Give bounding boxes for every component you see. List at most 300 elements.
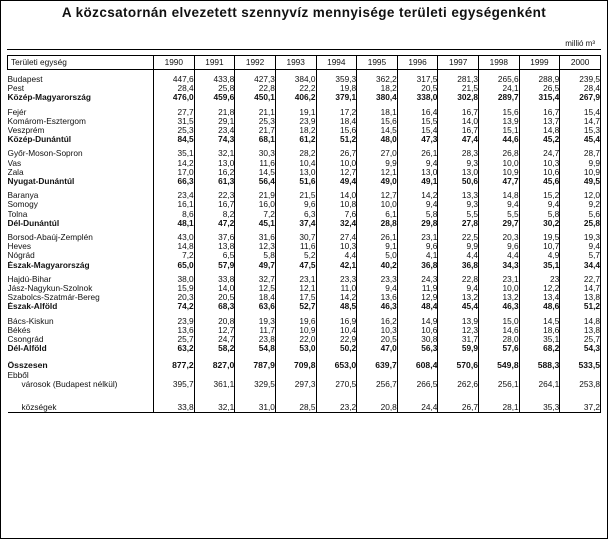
value-cell: 6,3 [275, 210, 316, 219]
value-cell: 74,3 [194, 135, 235, 144]
value-cell: 14,9 [397, 317, 438, 326]
value-cell: 12,3 [235, 242, 276, 251]
value-cell: 6,5 [194, 251, 235, 260]
value-cell: 84,5 [154, 135, 195, 144]
value-cell: 16,7 [438, 108, 479, 117]
value-cell: 11,0 [316, 284, 357, 293]
value-cell: 22,2 [275, 84, 316, 93]
value-cell: 9,9 [438, 242, 479, 251]
value-cell: 20,5 [357, 335, 398, 344]
value-cell: 32,1 [194, 403, 235, 413]
value-cell: 7,2 [154, 251, 195, 260]
value-cell: 48,5 [316, 302, 357, 311]
value-cell: 787,9 [235, 361, 276, 370]
value-cell: 26,7 [316, 149, 357, 158]
value-cell: 17,0 [154, 168, 195, 177]
value-cell: 12,9 [397, 293, 438, 302]
value-cell: 48,1 [154, 219, 195, 228]
value-cell: 827,0 [194, 361, 235, 370]
value-cell: 20,8 [194, 317, 235, 326]
value-cell: 13,0 [397, 168, 438, 177]
value-cell: 22,8 [438, 275, 479, 284]
value-cell: 15,3 [560, 126, 601, 135]
value-cell: 35,1 [154, 149, 195, 158]
value-cell: 48,4 [397, 302, 438, 311]
table-row [8, 191, 601, 200]
value-cell: 9,9 [560, 159, 601, 168]
value-cell: 28,0 [479, 335, 520, 344]
value-cell: 533,5 [560, 361, 601, 370]
value-cell: 13,8 [194, 242, 235, 251]
value-cell: 14,0 [316, 191, 357, 200]
value-cell: 30,2 [519, 219, 560, 228]
row-label: Dél-Dunántúl [7, 218, 60, 228]
value-cell: 22,5 [438, 233, 479, 242]
spacer-cell [8, 389, 154, 403]
value-cell: 35,1 [519, 261, 560, 270]
value-cell: 13,4 [519, 293, 560, 302]
value-cell [560, 371, 601, 380]
row-label: Heves [7, 242, 32, 252]
value-cell: 10,3 [519, 159, 560, 168]
table-row [8, 293, 601, 302]
value-cell: 14,5 [235, 168, 276, 177]
value-cell: 17,2 [316, 108, 357, 117]
value-cell: 14,0 [438, 117, 479, 126]
value-cell: 32,4 [316, 219, 357, 228]
row-label: Fejér [7, 107, 27, 117]
value-cell: 16,1 [154, 200, 195, 209]
value-cell: 5,2 [275, 251, 316, 260]
value-cell: 9,6 [397, 242, 438, 251]
value-cell: 10,0 [479, 284, 520, 293]
value-cell: 58,2 [194, 344, 235, 353]
value-cell: 25,8 [560, 219, 601, 228]
value-cell: 61,2 [275, 135, 316, 144]
value-cell: 18,1 [357, 108, 398, 117]
value-cell: 20,3 [154, 293, 195, 302]
value-cell: 30,8 [397, 335, 438, 344]
value-cell: 5,0 [357, 251, 398, 260]
value-cell: 5,7 [560, 251, 601, 260]
header-row [8, 56, 601, 70]
value-cell: 5,6 [560, 210, 601, 219]
value-cell: 14,8 [519, 126, 560, 135]
value-cell: 25,7 [154, 335, 195, 344]
row-label: Somogy [7, 200, 38, 210]
value-cell: 49,7 [235, 261, 276, 270]
value-cell: 28,5 [275, 403, 316, 413]
row-label: Ebből [7, 370, 29, 380]
value-cell: 22,0 [275, 335, 316, 344]
spacer-cell [357, 353, 398, 361]
table-row [8, 126, 601, 135]
value-cell: 34,3 [479, 261, 520, 270]
value-cell: 45,6 [519, 177, 560, 186]
value-cell [479, 371, 520, 380]
value-cell: 338,0 [397, 93, 438, 102]
value-cell: 23,9 [154, 317, 195, 326]
value-cell: 266,5 [397, 380, 438, 389]
value-cell: 256,7 [357, 380, 398, 389]
value-cell: 21,9 [235, 191, 276, 200]
value-cell: 23 [519, 275, 560, 284]
value-cell: 380,4 [357, 93, 398, 102]
value-cell: 16,7 [519, 108, 560, 117]
value-cell: 23,2 [316, 403, 357, 413]
value-cell: 12,7 [194, 326, 235, 335]
value-cell: 709,8 [275, 361, 316, 370]
value-cell: 13,6 [357, 293, 398, 302]
value-cell: 45,2 [519, 135, 560, 144]
value-cell: 36,8 [438, 261, 479, 270]
value-cell: 13,0 [275, 168, 316, 177]
value-cell: 21,7 [235, 126, 276, 135]
row-label: Csongrád [7, 335, 44, 345]
value-cell: 14,5 [519, 317, 560, 326]
value-cell: 31,6 [235, 233, 276, 242]
value-cell: 9,6 [275, 200, 316, 209]
value-cell: 10,0 [479, 159, 520, 168]
value-cell: 26,1 [397, 149, 438, 158]
value-cell: 5,5 [479, 210, 520, 219]
value-cell: 267,9 [560, 93, 601, 102]
value-cell: 10,4 [316, 326, 357, 335]
value-cell: 50,6 [438, 177, 479, 186]
value-cell: 28,4 [154, 84, 195, 93]
value-cell: 12,0 [560, 191, 601, 200]
value-cell: 288,9 [519, 75, 560, 84]
value-cell: 12,1 [357, 168, 398, 177]
value-cell: 27,4 [316, 233, 357, 242]
value-cell: 20,3 [479, 233, 520, 242]
value-cell: 28,7 [560, 149, 601, 158]
value-cell: 68,2 [519, 344, 560, 353]
value-cell: 14,2 [316, 293, 357, 302]
value-cell: 57,6 [479, 344, 520, 353]
value-cell: 5,8 [235, 251, 276, 260]
value-cell: 18,6 [519, 326, 560, 335]
spacer-cell [438, 353, 479, 361]
spacer-cell [154, 353, 195, 361]
spacer-cell [235, 389, 276, 403]
value-cell: 317,5 [397, 75, 438, 84]
value-cell: 47,5 [275, 261, 316, 270]
value-cell: 22,8 [235, 84, 276, 93]
value-cell: 68,1 [235, 135, 276, 144]
value-cell: 270,5 [316, 380, 357, 389]
table-row [8, 251, 601, 260]
header-year: 1996 [397, 56, 438, 70]
row-label: Észak-Alföld [7, 302, 58, 312]
value-cell: 7,6 [316, 210, 357, 219]
value-cell: 653,0 [316, 361, 357, 370]
value-cell: 47,0 [357, 344, 398, 353]
row-label: Borsod-Abaúj-Zemplén [7, 233, 93, 243]
value-cell: 44,6 [479, 135, 520, 144]
value-cell: 4,9 [519, 251, 560, 260]
value-cell: 253,8 [560, 380, 601, 389]
value-cell [154, 371, 195, 380]
value-cell: 9,4 [397, 200, 438, 209]
value-cell: 608,4 [397, 361, 438, 370]
value-cell: 23,1 [275, 275, 316, 284]
header-rule [7, 49, 601, 50]
value-cell: 14,0 [194, 284, 235, 293]
spacer-cell [397, 389, 438, 403]
value-cell: 13,3 [438, 191, 479, 200]
value-cell: 56,3 [397, 344, 438, 353]
value-cell: 16,9 [316, 317, 357, 326]
value-cell: 7,2 [235, 210, 276, 219]
value-cell: 16,2 [357, 317, 398, 326]
value-cell: 9,9 [357, 159, 398, 168]
value-cell: 66,3 [154, 177, 195, 186]
table-row [8, 159, 601, 168]
spacer-cell [235, 353, 276, 361]
value-cell [357, 371, 398, 380]
value-cell: 14,2 [397, 191, 438, 200]
value-cell: 52,7 [275, 302, 316, 311]
value-cell: 10,8 [316, 200, 357, 209]
value-cell: 239,5 [560, 75, 601, 84]
value-cell: 13,6 [154, 326, 195, 335]
value-cell: 24,3 [397, 275, 438, 284]
value-cell: 28,4 [560, 84, 601, 93]
value-cell: 29,7 [479, 219, 520, 228]
value-cell: 25,8 [194, 84, 235, 93]
spacer-cell [479, 389, 520, 403]
value-cell: 20,5 [397, 84, 438, 93]
row-label: Békés [7, 325, 31, 335]
row-label: Zala [7, 167, 24, 177]
table-row [8, 108, 601, 117]
table-row [8, 326, 601, 335]
row-label: Közép-Magyarország [7, 93, 91, 103]
value-cell: 19,6 [275, 317, 316, 326]
value-cell: 47,7 [479, 177, 520, 186]
value-cell: 29,8 [397, 219, 438, 228]
value-cell: 21,1 [235, 108, 276, 117]
spacer-cell [275, 389, 316, 403]
row-label: Komárom-Esztergom [7, 116, 86, 126]
spacer-row [8, 389, 601, 403]
value-cell: 15,4 [397, 126, 438, 135]
value-cell: 30,7 [275, 233, 316, 242]
value-cell: 49,1 [397, 177, 438, 186]
value-cell: 9,4 [560, 242, 601, 251]
value-cell: 23,3 [357, 275, 398, 284]
value-cell: 11,9 [397, 284, 438, 293]
value-cell: 27,7 [154, 108, 195, 117]
value-cell: 51,2 [316, 135, 357, 144]
value-cell: 11,6 [275, 242, 316, 251]
value-cell: 15,1 [479, 126, 520, 135]
value-cell: 26,5 [519, 84, 560, 93]
value-cell: 16,2 [194, 168, 235, 177]
value-cell: 37,6 [194, 233, 235, 242]
value-cell: 9,4 [519, 200, 560, 209]
value-cell: 16,0 [235, 200, 276, 209]
value-cell: 12,2 [519, 284, 560, 293]
value-cell: 588,3 [519, 361, 560, 370]
value-cell: 384,0 [275, 75, 316, 84]
table-row [8, 200, 601, 209]
value-cell: 9,4 [438, 284, 479, 293]
value-cell: 15,9 [154, 284, 195, 293]
value-cell: 68,3 [194, 302, 235, 311]
value-cell: 14,8 [479, 191, 520, 200]
value-cell: 48,0 [357, 135, 398, 144]
value-cell: 50,2 [316, 344, 357, 353]
table-row [8, 242, 601, 251]
spacer-cell [479, 353, 520, 361]
value-cell: 49,4 [316, 177, 357, 186]
value-cell [316, 371, 357, 380]
value-cell: 10,7 [519, 242, 560, 251]
value-cell: 14,6 [479, 326, 520, 335]
value-cell: 49,0 [357, 177, 398, 186]
summary-row [8, 135, 601, 144]
value-cell: 19,8 [316, 84, 357, 93]
value-cell: 45,4 [560, 135, 601, 144]
value-cell: 37,2 [560, 403, 601, 413]
value-cell: 264,1 [519, 380, 560, 389]
value-cell: 15,6 [316, 126, 357, 135]
header-year: 1994 [316, 56, 357, 70]
value-cell: 9,3 [438, 200, 479, 209]
value-cell: 23,4 [154, 191, 195, 200]
value-cell: 12,1 [275, 284, 316, 293]
header-year: 1997 [438, 56, 479, 70]
value-cell: 19,3 [560, 233, 601, 242]
summary-row [8, 177, 601, 186]
row-label: városok (Budapest nélkül) [21, 379, 118, 389]
value-cell: 359,3 [316, 75, 357, 84]
header-year: 2000 [560, 56, 601, 70]
value-cell: 74,2 [154, 302, 195, 311]
spacer-cell [316, 389, 357, 403]
summary-row [8, 302, 601, 311]
value-cell: 6,1 [357, 210, 398, 219]
value-cell: 19,5 [519, 233, 560, 242]
value-cell: 289,7 [479, 93, 520, 102]
value-cell: 20,8 [357, 403, 398, 413]
summary-row [8, 344, 601, 353]
value-cell: 877,2 [154, 361, 195, 370]
spacer-cell [519, 389, 560, 403]
value-cell [397, 371, 438, 380]
value-cell: 13,0 [438, 168, 479, 177]
spacer-cell [316, 353, 357, 361]
table-row [8, 149, 601, 158]
summary-row [8, 219, 601, 228]
value-cell: 19,3 [235, 317, 276, 326]
value-cell: 30,3 [235, 149, 276, 158]
value-cell: 10,9 [275, 326, 316, 335]
spacer-cell [560, 389, 601, 403]
header-year: 1991 [194, 56, 235, 70]
table-row [8, 117, 601, 126]
value-cell: 53,0 [275, 344, 316, 353]
value-cell: 10,9 [479, 168, 520, 177]
value-cell: 12,5 [235, 284, 276, 293]
row-label: Jász-Nagykun-Szolnok [7, 284, 93, 294]
value-cell: 59,9 [438, 344, 479, 353]
row-label: Közép-Dunántúl [7, 135, 72, 145]
value-cell: 10,9 [560, 168, 601, 177]
value-cell: 297,3 [275, 380, 316, 389]
table-row [8, 380, 601, 389]
value-cell: 32,7 [235, 275, 276, 284]
value-cell: 47,2 [194, 219, 235, 228]
value-cell: 9,4 [397, 159, 438, 168]
row-label: Pest [7, 84, 25, 94]
value-cell: 459,6 [194, 93, 235, 102]
row-label: Hajdú-Bihar [7, 274, 52, 284]
table-row [8, 403, 601, 413]
header-year: 1999 [519, 56, 560, 70]
spacer-cell [357, 389, 398, 403]
spacer-cell [8, 353, 154, 361]
data-table [7, 55, 601, 413]
value-cell: 16,7 [194, 200, 235, 209]
value-cell: 54,3 [560, 344, 601, 353]
value-cell [235, 371, 276, 380]
value-cell: 8,2 [194, 210, 235, 219]
row-label: Bács-Kiskun [7, 316, 54, 326]
value-cell: 10,0 [357, 200, 398, 209]
value-cell: 14,2 [154, 159, 195, 168]
row-label: községek [8, 403, 154, 413]
value-cell: 37,4 [275, 219, 316, 228]
table-row [8, 233, 601, 242]
value-cell: 10,3 [357, 326, 398, 335]
value-cell: 14,8 [154, 242, 195, 251]
value-cell: 9,4 [479, 200, 520, 209]
table-row [8, 84, 601, 93]
value-cell: 19,1 [275, 108, 316, 117]
value-cell: 22,3 [194, 191, 235, 200]
value-cell: 31,7 [438, 335, 479, 344]
value-cell: 61,3 [194, 177, 235, 186]
value-cell: 16,7 [438, 126, 479, 135]
value-cell [194, 371, 235, 380]
value-cell: 406,2 [275, 93, 316, 102]
header-region-label: Területi egység [8, 56, 154, 70]
value-cell: 12,3 [438, 326, 479, 335]
header-year: 1992 [235, 56, 276, 70]
value-cell: 447,6 [154, 75, 195, 84]
value-cell: 427,3 [235, 75, 276, 84]
spacer-cell [397, 353, 438, 361]
header-year: 1990 [154, 56, 195, 70]
value-cell: 57,9 [194, 261, 235, 270]
table-row [8, 371, 601, 380]
value-cell: 14,7 [560, 284, 601, 293]
value-cell: 23,1 [397, 233, 438, 242]
value-cell: 14,8 [560, 317, 601, 326]
row-label: Dél-Alföld [7, 344, 47, 354]
value-cell: 15,0 [479, 317, 520, 326]
value-cell: 24,1 [479, 84, 520, 93]
value-cell: 51,6 [275, 177, 316, 186]
row-label: Veszprém [7, 126, 45, 136]
value-cell: 32,1 [194, 149, 235, 158]
value-cell: 361,1 [194, 380, 235, 389]
value-cell: 13,2 [438, 293, 479, 302]
value-cell: 18,2 [275, 126, 316, 135]
